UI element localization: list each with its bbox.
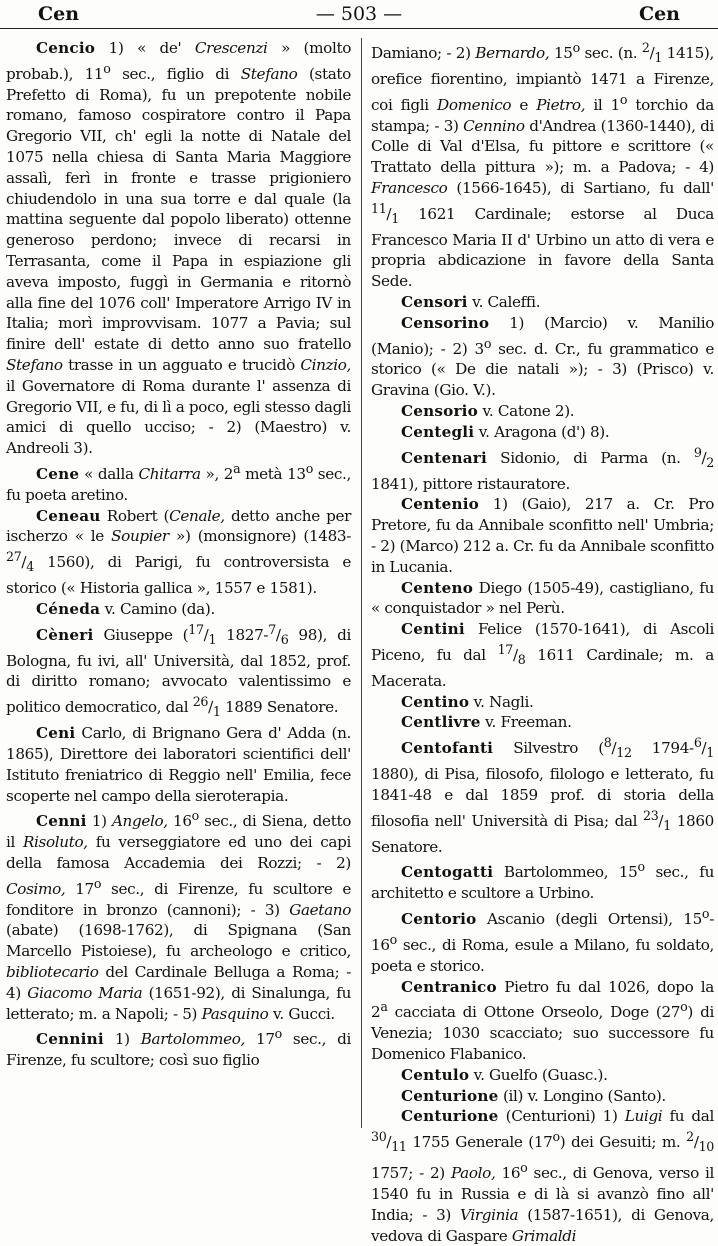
running-header: [0, 0, 718, 29]
dictionary-entry: [371, 692, 714, 713]
dictionary-entry: [371, 712, 714, 733]
left-column: [6, 38, 351, 1071]
dictionary-entry: [371, 619, 714, 691]
right-column: [371, 38, 714, 1246]
entry-headword: Centegli: [401, 422, 475, 441]
entry-text: Pietro fu dal 1026, dopo la 2$^a$ cacciata di Ottone Orseolo, Doge (27$^o$) di Venezia; 1030 scacciato; suo successore fu Domenico Flabanico.: [371, 977, 714, 1063]
entry-headword: Centurione: [401, 1107, 499, 1126]
dictionary-entry: [371, 443, 714, 495]
entry-headword: Censorio: [401, 402, 478, 421]
entry-text: 1) Bartolommeo, 17$^o$ sec., di Firenze, fu scultore; così suo figlio: [6, 1026, 351, 1070]
entry-headword: Centogatti: [401, 863, 494, 882]
entry-text: Damiano; - 2) Bernardo, 15$^o$ sec. (n. $^2/_1$ 1415), orefice fiorentino, impiantò 1471 a Firenze, coi figli Domenico e Pietro, il 1$^o$ torchio da stampa; - 3) Cennino d'Andrea (1360-1440), di Colle di Val d'Elsa, fu pittore e scrittore (« Trattato della pittura »); m. a Padova; - 4) Francesco (1566-1645), di Sartiano, fu dall' $^{11}/_1$ 1621 Cardinale; estorse al Duca Francesco Maria II d' Urbino un atto di vera e propria abdicazione in favore della Santa Sede.: [371, 40, 715, 291]
entry-headword: Centini: [401, 620, 465, 639]
entry-headword: Centurione: [401, 1086, 499, 1105]
dictionary-entry: [371, 904, 714, 977]
entry-headword: Censori: [401, 293, 468, 312]
column-divider: [361, 38, 362, 1128]
entry-headword: Cennini: [36, 1030, 104, 1049]
dictionary-entry: [371, 38, 714, 292]
entry-text: « dalla Chitarra », 2$^a$ metà 13$^o$ sec., fu poeta aretino.: [6, 461, 351, 504]
entry-headword: Cene: [36, 465, 80, 484]
entry-headword: Centenio: [401, 495, 480, 514]
entry-headword: Centofanti: [401, 739, 494, 758]
dictionary-entry: [371, 857, 714, 904]
entry-text: 1) (Marcio) v. Manilio (Manio); - 2) 3$^o$ sec. d. Cr., fu grammatico e storico (« De die natali »); - 3) (Prisco) v. Gravina (Gio. V.).: [371, 313, 714, 400]
entry-text: Diego (1505-49), castigliano, fu « conquistador » nel Perù.: [371, 578, 715, 618]
entry-text: Ascanio (degli Ortensi), 15$^o$-16$^o$ sec., di Roma, esule a Milano, fu soldato, poeta e storico.: [371, 906, 714, 975]
entry-text: (il) v. Longino (Santo).: [502, 1086, 666, 1105]
header-left-guide-word: Cen: [38, 3, 80, 25]
entry-headword: Ceni: [36, 724, 76, 743]
dictionary-entry: [6, 599, 351, 620]
entry-text: Robert (Cenale, detto anche per ischerzo « le Soupier ») (monsignore) ($1483-^{27}/_4$ 1560), di Parigi, fu controversista e storico (« Historia gallica », 1557 e 1581).: [6, 506, 351, 598]
dictionary-entry: [6, 1024, 351, 1071]
entry-headword: Censorino: [401, 313, 490, 332]
entry-headword: Centeno: [401, 578, 474, 597]
header-right-guide-word: Cen: [638, 3, 680, 25]
entry-headword: Centino: [401, 692, 470, 711]
entry-text: (Centurioni) 1) Luigi fu dal $^{30}/_{11}$ 1755 Generale (17$^o$) dei Gesuiti; m. $^2/_{10}$ 1757; - 2) Paolo, 16$^o$ sec., di Genova, verso il 1540 fu in Russia e di là si avanzò fino all' India; - 3) Virginia (1587-1651), di Genova, vedova di Gaspare Grimaldi: [371, 1107, 715, 1245]
entry-headword: Cencio: [36, 39, 96, 57]
dictionary-entry: [371, 401, 714, 422]
dictionary-entry: [371, 733, 714, 857]
entry-text: 1) (Gaio), 217 a. Cr. Pro Pretore, fu da Annibale sconfitto nell' Umbria; - 2) (Marco) 212 a. Cr. fu da Annibale sconfitto in Lucania.: [371, 495, 715, 576]
dictionary-entry: [6, 806, 351, 1024]
dictionary-entry: [371, 422, 714, 443]
dictionary-entry: [6, 723, 351, 806]
dictionary-entry: [371, 977, 714, 1065]
dictionary-entry: [371, 313, 714, 401]
entry-text: Sidonio, di Parma (n. $^9/_2$ 1841), pittore ristauratore.: [371, 444, 714, 493]
entry-text: 1) Angelo, 16$^o$ sec., di Siena, detto il Risoluto, fu verseggiatore ed uno dei capi della famosa Accademia dei Rozzi; - 2) Cosimo, 17$^o$ sec., di Firenze, fu scultore e fonditore in bronzo (cannoni); - 3) Gaetano (abate) (1698-1762), di Spignana (San Marcello Pistoiese), fu archeologo e critico, bibliotecario del Cardinale Belluga a Roma; - 4) Giacomo Maria (1651-92), di Sinalunga, fu letterato; m. a Napoli; - 5) Pasquino v. Gucci.: [6, 808, 352, 1023]
entry-text: Carlo, di Brignano Gera d' Adda (n. 1865), Direttore dei laboratori scientifici dell' Istituto freniatrico di Reggio nell' Emilia, fece scoperte nel campo della sieroterapia.: [6, 724, 351, 805]
page-number: — 503 —: [315, 3, 403, 25]
entry-headword: Centulo: [401, 1065, 470, 1084]
dictionary-entry: [371, 1086, 714, 1107]
dictionary-entry: [371, 292, 714, 313]
entry-text: 1) « de' Crescenzi » (molto probab.), 11$^o$ sec., figlio di Stefano (stato Prefetto di Roma), fu un prepotente nobile romano, famoso cospiratore contro il Papa Gregorio VII, ch' egli la notte di Natale del 1075 nella chiesa di Santa Maria Maggiore assalì, ferì in fronte e trasse prigioniero chiudendolo in una sua torre e dal quale (la mattina seguente dal popolo liberato) ottenne generoso perdono; invece di recarsi in Terrasanta, come il Papa in espiazione gli aveva imposto, fuggì in Germania e ritornò alla fine del 1076 coll' Imperatore Arrigo IV in Italia; morì improvvisam. 1077 a Pavia; sul finire dell' estate di detto anno suo fratello Stefano trasse in un agguato e trucidò Cinzio, il Governatore di Roma durante l' assenza di Gregorio VII, e fu, di lì a poco, egli stesso dagli amici di quello ucciso; - 2) (Maestro) v. Andreoli 3).: [6, 39, 351, 458]
dictionary-entry: [6, 506, 351, 599]
dictionary-entry: [6, 620, 351, 723]
entry-headword: Cenni: [36, 812, 87, 831]
entry-text: v. Freeman.: [485, 713, 572, 732]
entry-headword: Centorio: [401, 910, 477, 929]
entry-headword: Cèneri: [36, 625, 94, 644]
entry-text: Silvestro ($^8/_{12}$ $1794-^6/_1$ 1880), di Pisa, filosofo, filologo e letterato, fu 1841-48 e dal 1859 prof. di storia della filosofia nell' Università di Pisa; dal $^{23}/_1$ 1860 Senatore.: [371, 735, 714, 856]
dictionary-entry: [371, 1106, 714, 1246]
entry-headword: Centenari: [401, 448, 487, 467]
entry-headword: Centlivre: [401, 713, 481, 732]
entry-text: Bartolommeo, 15$^o$ sec., fu architetto e scultore a Urbino.: [371, 859, 715, 903]
entry-headword: Centranico: [401, 977, 497, 996]
entry-text: v. Caleffi.: [472, 293, 541, 312]
entry-headword: Ceneau: [36, 506, 101, 525]
dictionary-entry: [371, 1065, 714, 1086]
entry-text: v. Catone 2).: [482, 402, 575, 421]
entry-text: v. Guelfo (Guasc.).: [473, 1065, 608, 1084]
dictionary-entry: [371, 578, 714, 620]
dictionary-entry: [371, 494, 714, 577]
entry-text: v. Nagli.: [473, 692, 534, 711]
entry-text: v. Camino (da).: [104, 599, 215, 618]
dictionary-entry: [6, 38, 351, 459]
entry-text: v. Aragona (d') 8).: [478, 422, 610, 441]
entry-text: Giuseppe ($^{17}/_1$ $1827-^7/_6$ 98), di Bologna, fu ivi, all' Università, dal 1852, prof. di diritto romano; avvocato valentissimo e politico democratico, dal $^{26}/_1$ 1889 Senatore.: [6, 621, 352, 720]
entry-headword: Céneda: [36, 599, 101, 618]
entry-text: Felice (1570-1641), di Ascoli Piceno, fu dal $^{17}/_8$ 1611 Cardinale; m. a Macerata.: [371, 620, 714, 690]
dictionary-entry: [6, 459, 351, 506]
